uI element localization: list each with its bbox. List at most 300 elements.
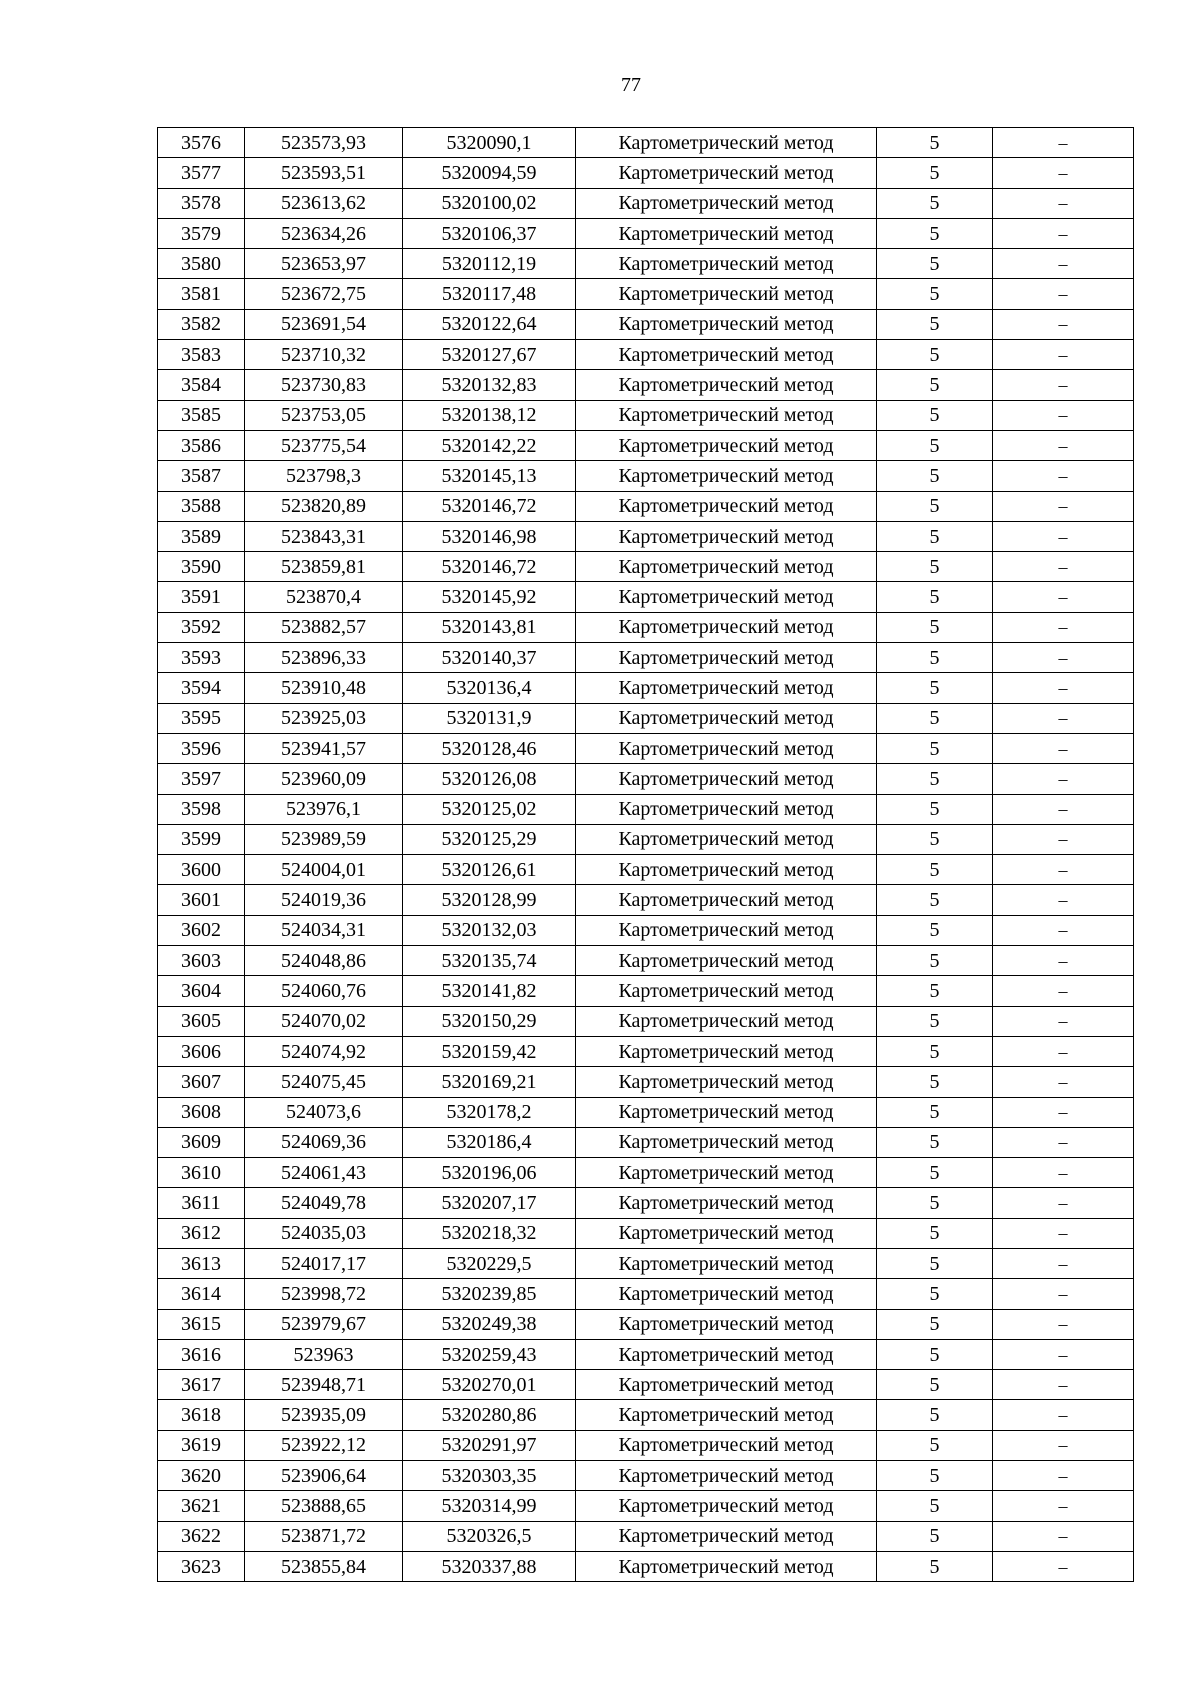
accuracy-cell: 5 [877,733,993,763]
y-coordinate-cell: 5320090,1 [403,128,576,158]
table-row [158,461,1134,491]
x-coordinate-cell: 523963 [245,1339,403,1369]
accuracy-cell: 5 [877,309,993,339]
y-coordinate-cell: 5320142,22 [403,430,576,460]
x-coordinate-cell: 523593,51 [245,158,403,188]
note-cell: – [993,946,1134,976]
x-coordinate-cell: 523989,59 [245,824,403,854]
y-coordinate-cell: 5320229,5 [403,1248,576,1278]
table-row [158,1551,1134,1581]
table-row [158,673,1134,703]
accuracy-cell: 5 [877,1461,993,1491]
y-coordinate-cell: 5320270,01 [403,1370,576,1400]
method-cell: Картометрический метод [576,1067,877,1097]
point-number-cell: 3598 [158,794,245,824]
method-cell: Картометрический метод [576,1279,877,1309]
point-number-cell: 3615 [158,1309,245,1339]
table-row [158,1097,1134,1127]
table-row [158,1218,1134,1248]
point-number-cell: 3612 [158,1218,245,1248]
accuracy-cell: 5 [877,188,993,218]
method-cell: Картометрический метод [576,1491,877,1521]
x-coordinate-cell: 523871,72 [245,1521,403,1551]
method-cell: Картометрический метод [576,1461,877,1491]
method-cell: Картометрический метод [576,552,877,582]
point-number-cell: 3606 [158,1036,245,1066]
note-cell: – [993,370,1134,400]
y-coordinate-cell: 5320135,74 [403,946,576,976]
accuracy-cell: 5 [877,249,993,279]
x-coordinate-cell: 523979,67 [245,1309,403,1339]
x-coordinate-cell: 523753,05 [245,400,403,430]
table-row [158,855,1134,885]
table-row [158,946,1134,976]
table-body [158,128,1134,1582]
point-number-cell: 3607 [158,1067,245,1097]
method-cell: Картометрический метод [576,188,877,218]
accuracy-cell: 5 [877,1370,993,1400]
accuracy-cell: 5 [877,552,993,582]
note-cell: – [993,249,1134,279]
y-coordinate-cell: 5320100,02 [403,188,576,218]
x-coordinate-cell: 523922,12 [245,1430,403,1460]
y-coordinate-cell: 5320131,9 [403,703,576,733]
note-cell: – [993,1279,1134,1309]
point-number-cell: 3603 [158,946,245,976]
point-number-cell: 3614 [158,1279,245,1309]
method-cell: Картометрический метод [576,309,877,339]
y-coordinate-cell: 5320143,81 [403,612,576,642]
x-coordinate-cell: 523798,3 [245,461,403,491]
y-coordinate-cell: 5320094,59 [403,158,576,188]
point-number-cell: 3585 [158,400,245,430]
x-coordinate-cell: 523855,84 [245,1551,403,1581]
accuracy-cell: 5 [877,1521,993,1551]
x-coordinate-cell: 524075,45 [245,1067,403,1097]
table-row [158,794,1134,824]
y-coordinate-cell: 5320125,02 [403,794,576,824]
y-coordinate-cell: 5320207,17 [403,1188,576,1218]
method-cell: Картометрический метод [576,1127,877,1157]
note-cell: – [993,158,1134,188]
method-cell: Картометрический метод [576,582,877,612]
table-row [158,1370,1134,1400]
note-cell: – [993,1461,1134,1491]
table-row [158,764,1134,794]
method-cell: Картометрический метод [576,1158,877,1188]
y-coordinate-cell: 5320303,35 [403,1461,576,1491]
y-coordinate-cell: 5320259,43 [403,1339,576,1369]
note-cell: – [993,128,1134,158]
point-number-cell: 3619 [158,1430,245,1460]
note-cell: – [993,582,1134,612]
point-number-cell: 3600 [158,855,245,885]
note-cell: – [993,673,1134,703]
table-row [158,643,1134,673]
method-cell: Картометрический метод [576,158,877,188]
accuracy-cell: 5 [877,1158,993,1188]
table-row [158,158,1134,188]
point-number-cell: 3617 [158,1370,245,1400]
method-cell: Картометрический метод [576,703,877,733]
y-coordinate-cell: 5320127,67 [403,340,576,370]
x-coordinate-cell: 523925,03 [245,703,403,733]
table-row [158,1248,1134,1278]
method-cell: Картометрический метод [576,1551,877,1581]
note-cell: – [993,1097,1134,1127]
x-coordinate-cell: 523573,93 [245,128,403,158]
accuracy-cell: 5 [877,491,993,521]
table-row [158,1491,1134,1521]
x-coordinate-cell: 523948,71 [245,1370,403,1400]
table-row [158,1158,1134,1188]
table-row [158,1279,1134,1309]
table-row [158,612,1134,642]
x-coordinate-cell: 523935,09 [245,1400,403,1430]
note-cell: – [993,279,1134,309]
accuracy-cell: 5 [877,764,993,794]
table-row [158,733,1134,763]
table-row [158,521,1134,551]
accuracy-cell: 5 [877,521,993,551]
note-cell: – [993,1036,1134,1066]
note-cell: – [993,612,1134,642]
point-number-cell: 3620 [158,1461,245,1491]
method-cell: Картометрический метод [576,128,877,158]
note-cell: – [993,976,1134,1006]
accuracy-cell: 5 [877,1097,993,1127]
accuracy-cell: 5 [877,703,993,733]
point-number-cell: 3608 [158,1097,245,1127]
note-cell: – [993,1400,1134,1430]
y-coordinate-cell: 5320126,61 [403,855,576,885]
accuracy-cell: 5 [877,673,993,703]
table-row [158,249,1134,279]
table-row [158,218,1134,248]
note-cell: – [993,1127,1134,1157]
table-row [158,1521,1134,1551]
note-cell: – [993,521,1134,551]
point-number-cell: 3583 [158,340,245,370]
y-coordinate-cell: 5320280,86 [403,1400,576,1430]
accuracy-cell: 5 [877,976,993,1006]
x-coordinate-cell: 524070,02 [245,1006,403,1036]
table-row [158,1461,1134,1491]
y-coordinate-cell: 5320117,48 [403,279,576,309]
x-coordinate-cell: 524017,17 [245,1248,403,1278]
x-coordinate-cell: 524069,36 [245,1127,403,1157]
method-cell: Картометрический метод [576,1188,877,1218]
method-cell: Картометрический метод [576,1218,877,1248]
note-cell: – [993,733,1134,763]
method-cell: Картометрический метод [576,764,877,794]
y-coordinate-cell: 5320125,29 [403,824,576,854]
y-coordinate-cell: 5320145,13 [403,461,576,491]
method-cell: Картометрический метод [576,461,877,491]
method-cell: Картометрический метод [576,491,877,521]
note-cell: – [993,400,1134,430]
point-number-cell: 3605 [158,1006,245,1036]
point-number-cell: 3597 [158,764,245,794]
table-row [158,976,1134,1006]
accuracy-cell: 5 [877,430,993,460]
accuracy-cell: 5 [877,218,993,248]
table-row [158,703,1134,733]
method-cell: Картометрический метод [576,673,877,703]
x-coordinate-cell: 523653,97 [245,249,403,279]
accuracy-cell: 5 [877,1309,993,1339]
x-coordinate-cell: 523870,4 [245,582,403,612]
y-coordinate-cell: 5320239,85 [403,1279,576,1309]
point-number-cell: 3581 [158,279,245,309]
y-coordinate-cell: 5320132,03 [403,915,576,945]
point-number-cell: 3576 [158,128,245,158]
table-row [158,188,1134,218]
method-cell: Картометрический метод [576,915,877,945]
note-cell: – [993,1551,1134,1581]
point-number-cell: 3610 [158,1158,245,1188]
point-number-cell: 3577 [158,158,245,188]
method-cell: Картометрический метод [576,1400,877,1430]
method-cell: Картометрический метод [576,612,877,642]
x-coordinate-cell: 523882,57 [245,612,403,642]
note-cell: – [993,552,1134,582]
y-coordinate-cell: 5320178,2 [403,1097,576,1127]
point-number-cell: 3601 [158,885,245,915]
point-number-cell: 3594 [158,673,245,703]
accuracy-cell: 5 [877,1491,993,1521]
method-cell: Картометрический метод [576,1521,877,1551]
note-cell: – [993,188,1134,218]
method-cell: Картометрический метод [576,946,877,976]
table-row [158,309,1134,339]
note-cell: – [993,430,1134,460]
x-coordinate-cell: 524061,43 [245,1158,403,1188]
note-cell: – [993,1158,1134,1188]
x-coordinate-cell: 523672,75 [245,279,403,309]
x-coordinate-cell: 523906,64 [245,1461,403,1491]
note-cell: – [993,643,1134,673]
y-coordinate-cell: 5320106,37 [403,218,576,248]
method-cell: Картометрический метод [576,370,877,400]
x-coordinate-cell: 523859,81 [245,552,403,582]
y-coordinate-cell: 5320150,29 [403,1006,576,1036]
method-cell: Картометрический метод [576,400,877,430]
point-number-cell: 3596 [158,733,245,763]
table-row [158,1339,1134,1369]
accuracy-cell: 5 [877,1430,993,1460]
y-coordinate-cell: 5320186,4 [403,1127,576,1157]
method-cell: Картометрический метод [576,1430,877,1460]
y-coordinate-cell: 5320169,21 [403,1067,576,1097]
x-coordinate-cell: 523710,32 [245,340,403,370]
x-coordinate-cell: 523998,72 [245,1279,403,1309]
y-coordinate-cell: 5320159,42 [403,1036,576,1066]
accuracy-cell: 5 [877,915,993,945]
method-cell: Картометрический метод [576,794,877,824]
y-coordinate-cell: 5320146,98 [403,521,576,551]
y-coordinate-cell: 5320196,06 [403,1158,576,1188]
point-number-cell: 3595 [158,703,245,733]
point-number-cell: 3579 [158,218,245,248]
note-cell: – [993,1248,1134,1278]
y-coordinate-cell: 5320128,46 [403,733,576,763]
table-row [158,1067,1134,1097]
note-cell: – [993,1218,1134,1248]
method-cell: Картометрический метод [576,824,877,854]
accuracy-cell: 5 [877,370,993,400]
x-coordinate-cell: 523910,48 [245,673,403,703]
note-cell: – [993,1339,1134,1369]
table-row [158,1430,1134,1460]
method-cell: Картометрический метод [576,885,877,915]
x-coordinate-cell: 524048,86 [245,946,403,976]
y-coordinate-cell: 5320128,99 [403,885,576,915]
y-coordinate-cell: 5320291,97 [403,1430,576,1460]
point-number-cell: 3622 [158,1521,245,1551]
point-number-cell: 3580 [158,249,245,279]
accuracy-cell: 5 [877,1248,993,1278]
y-coordinate-cell: 5320337,88 [403,1551,576,1581]
table-row [158,370,1134,400]
point-number-cell: 3586 [158,430,245,460]
x-coordinate-cell: 524060,76 [245,976,403,1006]
accuracy-cell: 5 [877,1188,993,1218]
point-number-cell: 3591 [158,582,245,612]
accuracy-cell: 5 [877,1551,993,1581]
method-cell: Картометрический метод [576,1036,877,1066]
note-cell: – [993,915,1134,945]
note-cell: – [993,1430,1134,1460]
x-coordinate-cell: 523843,31 [245,521,403,551]
table-row [158,491,1134,521]
method-cell: Картометрический метод [576,1339,877,1369]
x-coordinate-cell: 523896,33 [245,643,403,673]
accuracy-cell: 5 [877,128,993,158]
accuracy-cell: 5 [877,158,993,188]
y-coordinate-cell: 5320126,08 [403,764,576,794]
accuracy-cell: 5 [877,340,993,370]
table-row [158,1006,1134,1036]
x-coordinate-cell: 524035,03 [245,1218,403,1248]
x-coordinate-cell: 523888,65 [245,1491,403,1521]
note-cell: – [993,1521,1134,1551]
note-cell: – [993,764,1134,794]
method-cell: Картометрический метод [576,340,877,370]
note-cell: – [993,703,1134,733]
table-row [158,1400,1134,1430]
accuracy-cell: 5 [877,1279,993,1309]
note-cell: – [993,824,1134,854]
note-cell: – [993,1188,1134,1218]
table-row [158,885,1134,915]
point-number-cell: 3592 [158,612,245,642]
point-number-cell: 3578 [158,188,245,218]
note-cell: – [993,218,1134,248]
point-number-cell: 3588 [158,491,245,521]
accuracy-cell: 5 [877,885,993,915]
method-cell: Картометрический метод [576,733,877,763]
point-number-cell: 3593 [158,643,245,673]
accuracy-cell: 5 [877,1067,993,1097]
point-number-cell: 3609 [158,1127,245,1157]
point-number-cell: 3584 [158,370,245,400]
method-cell: Картометрический метод [576,976,877,1006]
note-cell: – [993,1006,1134,1036]
method-cell: Картометрический метод [576,521,877,551]
accuracy-cell: 5 [877,582,993,612]
note-cell: – [993,1309,1134,1339]
accuracy-cell: 5 [877,643,993,673]
point-number-cell: 3590 [158,552,245,582]
method-cell: Картометрический метод [576,1309,877,1339]
point-number-cell: 3589 [158,521,245,551]
y-coordinate-cell: 5320112,19 [403,249,576,279]
x-coordinate-cell: 523960,09 [245,764,403,794]
y-coordinate-cell: 5320145,92 [403,582,576,612]
method-cell: Картометрический метод [576,643,877,673]
note-cell: – [993,309,1134,339]
method-cell: Картометрический метод [576,1006,877,1036]
x-coordinate-cell: 524074,92 [245,1036,403,1066]
note-cell: – [993,461,1134,491]
y-coordinate-cell: 5320140,37 [403,643,576,673]
table-row [158,1188,1134,1218]
note-cell: – [993,794,1134,824]
method-cell: Картометрический метод [576,279,877,309]
note-cell: – [993,491,1134,521]
table-row [158,430,1134,460]
point-number-cell: 3587 [158,461,245,491]
note-cell: – [993,1370,1134,1400]
accuracy-cell: 5 [877,400,993,430]
point-number-cell: 3613 [158,1248,245,1278]
coordinates-table [157,127,1134,1582]
table-row [158,1309,1134,1339]
method-cell: Картометрический метод [576,855,877,885]
x-coordinate-cell: 523691,54 [245,309,403,339]
point-number-cell: 3604 [158,976,245,1006]
x-coordinate-cell: 524073,6 [245,1097,403,1127]
y-coordinate-cell: 5320141,82 [403,976,576,1006]
page-number: 77 [621,74,641,96]
accuracy-cell: 5 [877,1218,993,1248]
table-row [158,824,1134,854]
x-coordinate-cell: 523941,57 [245,733,403,763]
accuracy-cell: 5 [877,1127,993,1157]
accuracy-cell: 5 [877,279,993,309]
table-row [158,279,1134,309]
accuracy-cell: 5 [877,855,993,885]
table-row [158,915,1134,945]
method-cell: Картометрический метод [576,1097,877,1127]
accuracy-cell: 5 [877,946,993,976]
point-number-cell: 3621 [158,1491,245,1521]
method-cell: Картометрический метод [576,1248,877,1278]
x-coordinate-cell: 523730,83 [245,370,403,400]
y-coordinate-cell: 5320146,72 [403,491,576,521]
point-number-cell: 3602 [158,915,245,945]
point-number-cell: 3611 [158,1188,245,1218]
method-cell: Картометрический метод [576,1370,877,1400]
accuracy-cell: 5 [877,1036,993,1066]
x-coordinate-cell: 523775,54 [245,430,403,460]
accuracy-cell: 5 [877,1400,993,1430]
x-coordinate-cell: 523613,62 [245,188,403,218]
y-coordinate-cell: 5320249,38 [403,1309,576,1339]
point-number-cell: 3599 [158,824,245,854]
x-coordinate-cell: 524004,01 [245,855,403,885]
